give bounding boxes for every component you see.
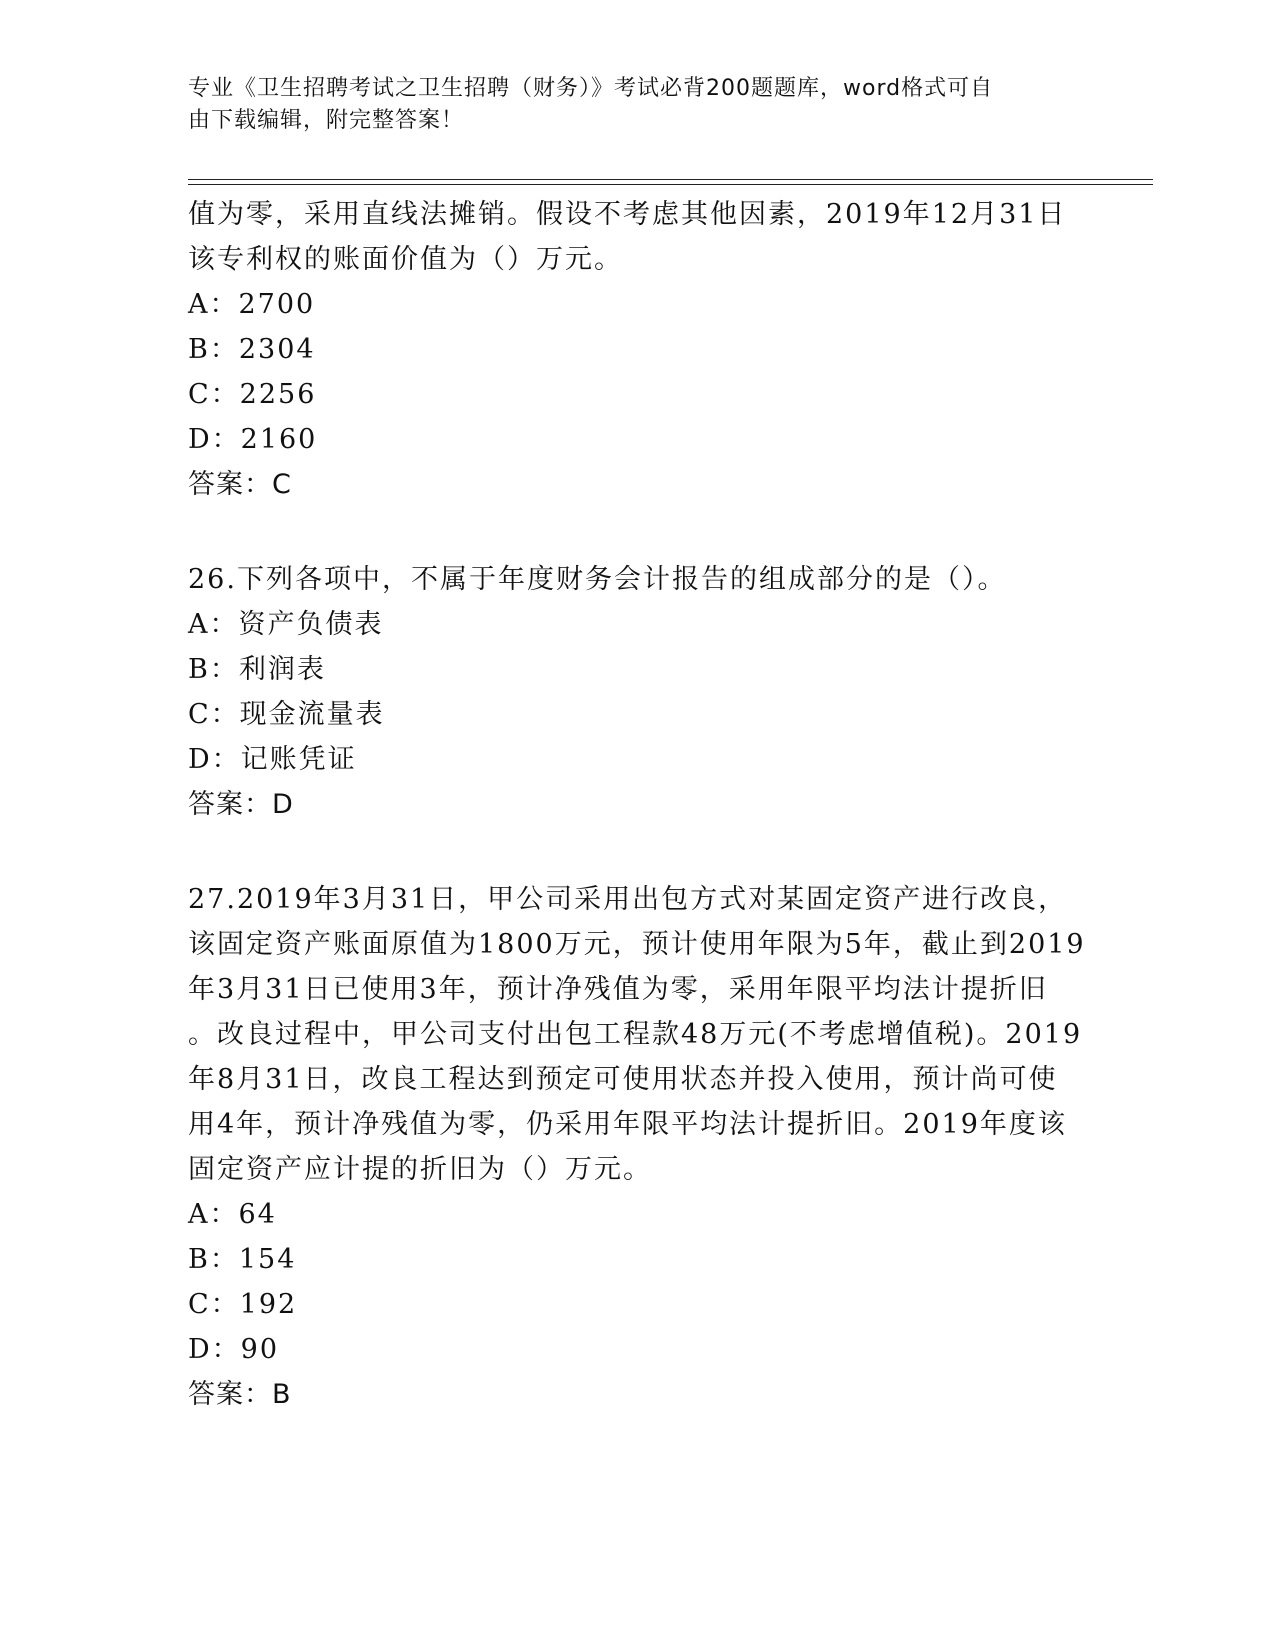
question-text-line: 26.下列各项中，不属于年度财务会计报告的组成部分的是（）。 — [188, 564, 1007, 595]
option-b: B：2304 — [188, 334, 316, 365]
question-text-line: 该固定资产账面原值为1800万元，预计使用年限为5年，截止到2019 — [188, 929, 1086, 960]
option-d: D：90 — [188, 1334, 280, 1365]
option-a: A：资产负债表 — [188, 609, 384, 640]
option-b: B：154 — [188, 1244, 297, 1275]
option-c: C：192 — [188, 1289, 298, 1320]
answer-line: 答案：B — [188, 1379, 292, 1410]
question-text-line: 。改良过程中，甲公司支付出包工程款48万元(不考虑增值税)。2019 — [188, 1019, 1083, 1050]
header-divider-bottom — [188, 184, 1153, 185]
spacer — [188, 827, 1088, 877]
document-body — [188, 192, 1088, 1417]
option-b: B：利润表 — [188, 654, 326, 685]
question-26 — [188, 557, 1088, 827]
question-text-line: 年8月31日，改良工程达到预定可使用状态并投入使用，预计尚可使 — [188, 1064, 1058, 1095]
answer-line: 答案：C — [188, 469, 292, 500]
option-a: A：64 — [188, 1199, 277, 1230]
document-header — [188, 73, 1068, 137]
answer-line: 答案：D — [188, 789, 294, 820]
question-text-line: 该专利权的账面价值为（）万元。 — [188, 244, 623, 275]
option-c: C：2256 — [188, 379, 317, 410]
question-text-line: 用4年，预计净残值为零，仍采用年限平均法计提折旧。2019年度该 — [188, 1109, 1067, 1140]
option-d: D：记账凭证 — [188, 744, 357, 775]
question-text-line: 年3月31日已使用3年，预计净残值为零，采用年限平均法计提折旧 — [188, 974, 1048, 1005]
question-25 — [188, 192, 1088, 507]
option-c: C：现金流量表 — [188, 699, 385, 730]
question-text-line: 27.2019年3月31日，甲公司采用出包方式对某固定资产进行改良， — [188, 884, 1068, 915]
question-27 — [188, 877, 1088, 1417]
spacer — [188, 507, 1088, 557]
question-text-line: 值为零，采用直线法摊销。假设不考虑其他因素，2019年12月31日 — [188, 199, 1067, 230]
header-line-1: 专业《卫生招聘考试之卫生招聘（财务）》考试必背200题题库，word格式可自 — [188, 76, 994, 101]
header-line-2: 由下载编辑，附完整答案！ — [188, 108, 465, 133]
option-d: D：2160 — [188, 424, 318, 455]
option-a: A：2700 — [188, 289, 316, 320]
question-text-line: 固定资产应计提的折旧为（）万元。 — [188, 1154, 652, 1185]
header-divider-top — [188, 179, 1153, 180]
